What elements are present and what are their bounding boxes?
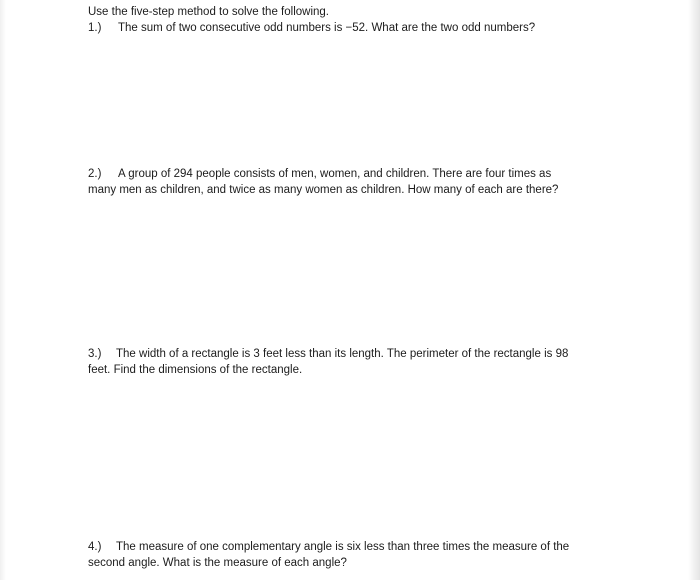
problem-number: 4.) bbox=[88, 541, 102, 553]
problem-text-line: A group of 294 people consists of men, women, and children. There are four times as bbox=[118, 168, 552, 180]
problem-text-line: The measure of one complementary angle is six less than three times the measure of the bbox=[116, 541, 570, 553]
problem-text-line: The width of a rectangle is 3 feet less than its length. The perimeter of the rectangle is 98 bbox=[116, 348, 569, 360]
problem-text-line: many men as children, and twice as many women as children. How many of each are there? bbox=[88, 184, 559, 196]
problem-number: 3.) bbox=[88, 348, 102, 360]
problem-1 bbox=[88, 20, 535, 36]
problem-4 bbox=[88, 539, 569, 571]
problem-text-line: The sum of two consecutive odd numbers is −52. What are the two odd numbers? bbox=[118, 22, 536, 34]
problem-text-line: second angle. What is the measure of each angle? bbox=[88, 557, 347, 569]
instruction-label: Use the five-step method to solve the following. bbox=[88, 6, 329, 18]
problem-2 bbox=[88, 166, 558, 198]
problem-number: 2.) bbox=[88, 168, 102, 180]
instruction-text bbox=[88, 4, 329, 20]
problem-text-line: feet. Find the dimensions of the rectangle. bbox=[88, 364, 303, 376]
problem-number: 1.) bbox=[88, 22, 102, 34]
problem-3 bbox=[88, 346, 568, 378]
